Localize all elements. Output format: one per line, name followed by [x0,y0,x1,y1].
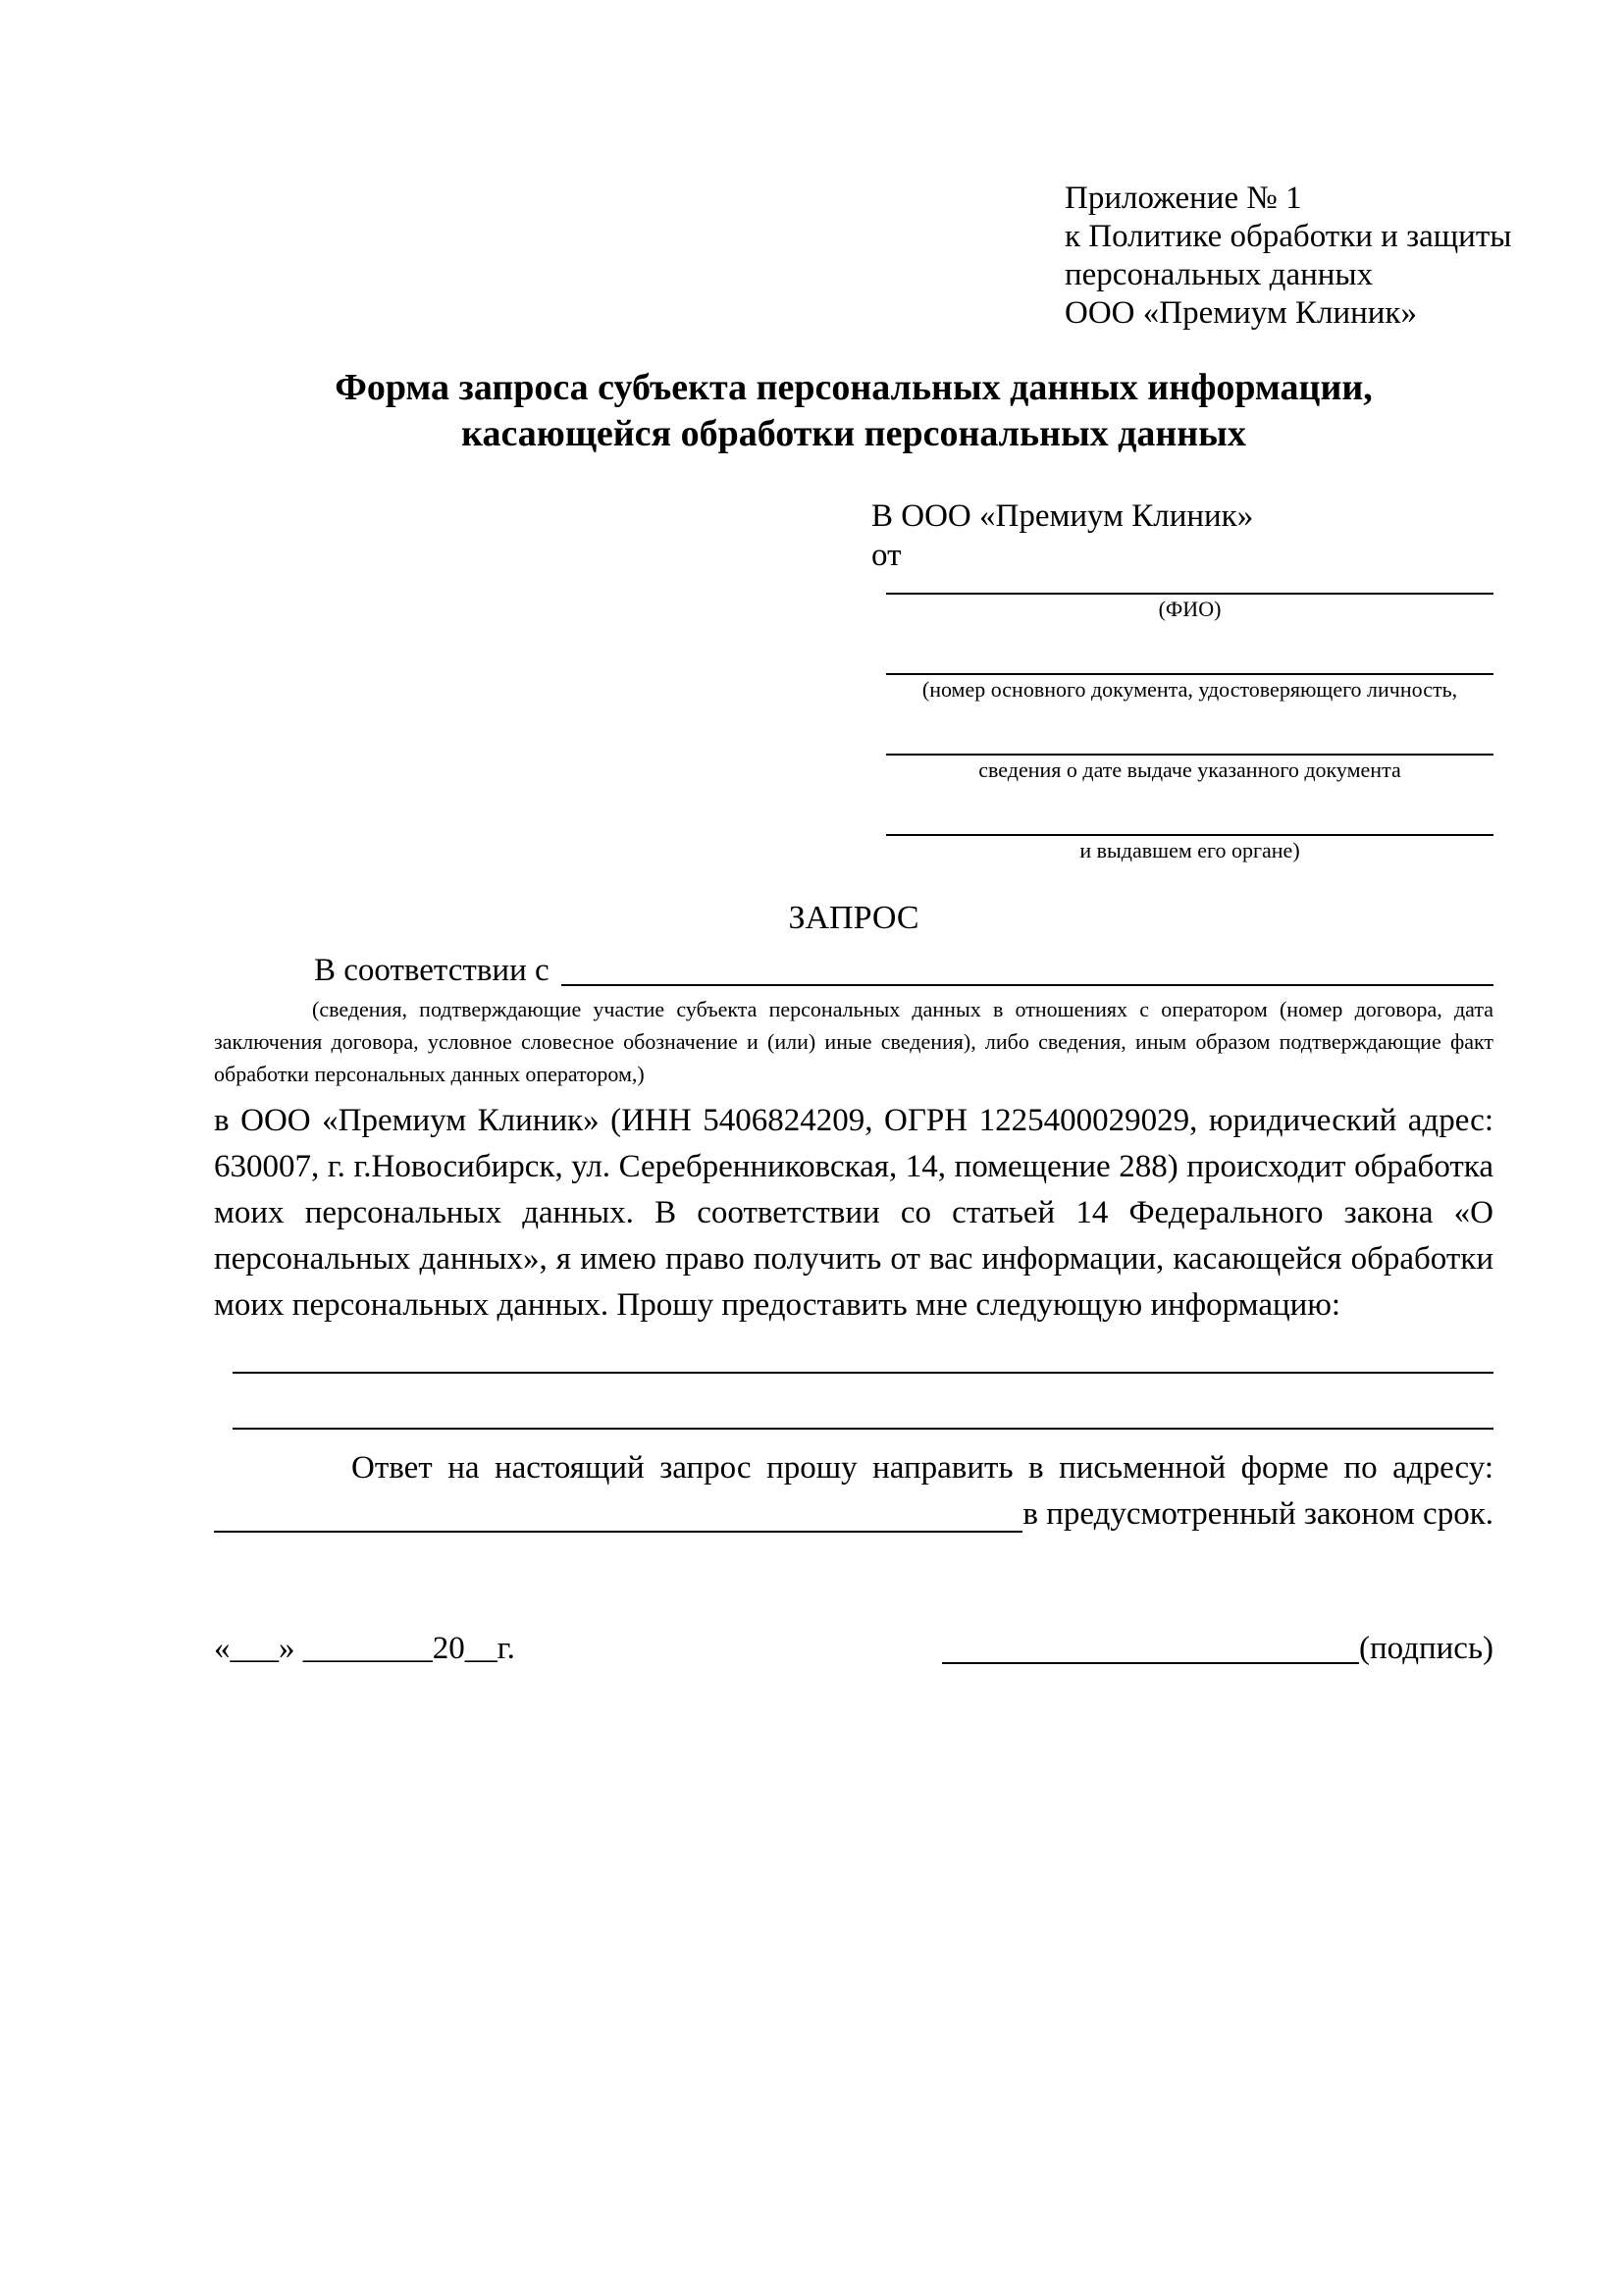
accordance-row [214,950,1493,991]
document-number-caption: (номер основного документа, удостоверяющего личность, [921,677,1458,702]
policy-line-2: персональных данных [1065,257,1374,292]
information-blank-line-2 [233,1374,1493,1430]
accordance-prefix: В соответствии с [314,953,550,988]
information-blank-line-1 [233,1329,1493,1374]
issuing-authority-field [886,818,1493,865]
fio-blank-line [886,577,1493,595]
policy-line: к Политике обработки и защиты [1065,219,1512,254]
date-line: «___» ________20__г. [214,1631,515,1666]
appendix-reference-block [1065,180,1512,333]
addressee-from-label: от [871,538,902,573]
reply-tail-text: в предусмотренный законом срок. [1022,1496,1493,1532]
addressee-fields [886,577,1493,865]
document-number-field [886,657,1493,704]
signature-caption: (подпись) [1359,1631,1493,1666]
issue-date-caption: сведения о дате выдаче указанного документа [978,757,1401,782]
accordance-blank-line [561,950,1493,986]
organization-line: ООО «Премиум Клиник» [1065,295,1417,331]
explanatory-note: (сведения, подтверждающие участие субъекта персональных данных в отношениях с оператором (номер договора, дата заключения договора, условное словесное обозначение и (или) иные сведения), либо сведения, иным образом подтверждающие факт обработки персональных данных оператором,) [214,997,1493,1086]
reply-address-blank-line [214,1491,1022,1533]
document-title: Форма запроса субъекта персональных данных информации, касающейся обработки персональных данных [335,367,1373,454]
signature-blank-line [942,1662,1359,1664]
issue-date-field [886,738,1493,785]
document-number-blank-line [886,657,1493,675]
signature-group [942,1628,1493,1669]
issuing-authority-caption: и выдавшем его органе) [1079,838,1300,862]
appendix-line: Приложение № 1 [1065,181,1302,216]
issuing-authority-blank-line [886,818,1493,836]
addressee-to: В ООО «Премиум Клиник» [871,498,1254,534]
document-content [214,180,1512,1669]
fio-caption: (ФИО) [1158,597,1222,621]
request-body-paragraph: в ООО «Премиум Клиник» (ИНН 5406824209, ОГРН 1225400029029, юридический адрес: 630007, г. г.Новосибирск, ул. Серебренниковская, 14, помещение 288) происходит обработка моих персональных данных. В соответствии со статьей 14 Федерального закона «О персональных данных», я имею право получить от вас информации, касающейся обработки моих персональных данных. Прошу предоставить мне следующую информацию: [214,1103,1493,1323]
reply-address-row [214,1491,1493,1538]
issue-date-blank-line [886,738,1493,756]
addressee-block [871,496,1493,865]
fio-field [886,577,1493,624]
date-signature-row [214,1628,1493,1669]
reply-sentence: Ответ на настоящий запрос прошу направить в письменной форме по адресу: [351,1450,1493,1486]
request-heading: ЗАПРОС [788,900,919,936]
